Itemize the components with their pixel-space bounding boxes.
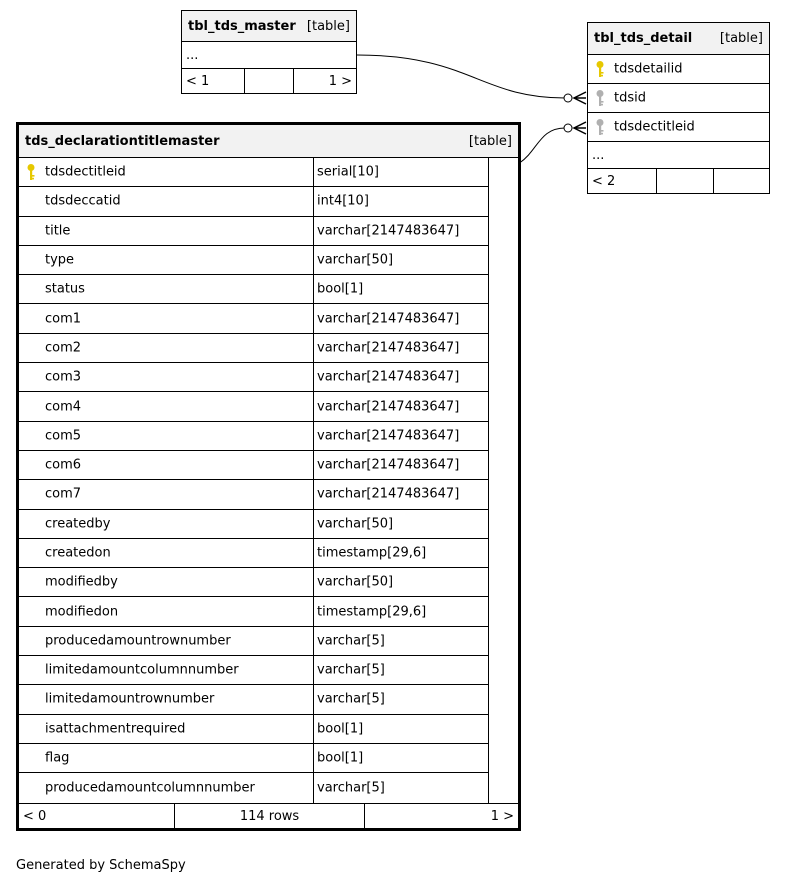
column-type: bool[1]	[317, 750, 364, 766]
column-name: tdsid	[614, 90, 646, 106]
column-row[interactable]	[19, 773, 488, 802]
column-separator	[313, 246, 314, 274]
column-row[interactable]	[19, 568, 488, 597]
table-header	[19, 125, 518, 158]
column-name: type	[45, 252, 75, 268]
column-name: createdby	[45, 516, 111, 532]
more-columns-ellipsis: ...	[588, 142, 769, 169]
parents-count[interactable]: < 1	[182, 69, 245, 93]
column-row[interactable]	[19, 597, 488, 626]
column-row[interactable]	[19, 685, 488, 714]
column-row[interactable]	[19, 246, 488, 275]
column-row[interactable]	[19, 158, 488, 187]
column-type: varchar[2147483647]	[317, 223, 460, 239]
table-footer	[588, 169, 769, 193]
column-row[interactable]	[19, 715, 488, 744]
column-row[interactable]	[19, 217, 488, 246]
column-row[interactable]	[19, 510, 488, 539]
column-type: varchar[2147483647]	[317, 311, 460, 327]
column-separator	[313, 334, 314, 362]
edge-crowfoot-marker	[574, 92, 586, 104]
column-name: tdsdetailid	[614, 61, 683, 77]
foreign-key-icon	[594, 89, 606, 107]
column-name: flag	[45, 750, 70, 766]
column-row[interactable]	[19, 275, 488, 304]
primary-key-icon	[25, 163, 37, 181]
children-count[interactable]: 1 >	[328, 73, 352, 89]
column-type: int4[10]	[317, 193, 369, 209]
column-name: tdsdeccatid	[45, 193, 121, 209]
column-name: modifiedon	[45, 604, 119, 620]
column-type: varchar[5]	[317, 662, 385, 678]
column-row[interactable]	[19, 627, 488, 656]
column-type: varchar[2147483647]	[317, 428, 460, 444]
column-name: title	[45, 223, 71, 239]
column-name: modifiedby	[45, 574, 118, 590]
column-row[interactable]	[19, 451, 488, 480]
column-type: serial[10]	[317, 164, 379, 180]
column-row[interactable]	[19, 539, 488, 568]
column-row[interactable]	[19, 480, 488, 509]
column-separator	[313, 363, 314, 391]
foreign-key-icon	[594, 118, 606, 136]
column-type: timestamp[29,6]	[317, 604, 427, 620]
row-count: 114 rows	[175, 804, 365, 829]
column-type: bool[1]	[317, 721, 364, 737]
column-type: varchar[5]	[317, 633, 385, 649]
column-row[interactable]	[19, 304, 488, 333]
column-name: com3	[45, 369, 82, 385]
column-separator	[313, 715, 314, 743]
table-kind: [table]	[468, 133, 512, 149]
column-type: varchar[2147483647]	[317, 340, 460, 356]
row-count-cell	[657, 169, 714, 193]
column-separator	[313, 510, 314, 538]
column-type: varchar[2147483647]	[317, 457, 460, 473]
column-name: tdsdectitleid	[614, 119, 695, 135]
column-row[interactable]	[588, 55, 769, 84]
table-kind: [table]	[306, 18, 350, 34]
column-type: varchar[50]	[317, 516, 394, 532]
column-row[interactable]	[19, 187, 488, 216]
parents-count[interactable]: < 0	[19, 804, 175, 829]
table-tbl-tds-detail[interactable]	[587, 22, 770, 194]
column-name: com7	[45, 486, 82, 502]
column-row[interactable]	[588, 113, 769, 142]
column-separator	[313, 451, 314, 479]
column-name: producedamountrownumber	[45, 633, 231, 649]
edge-optional-marker	[564, 94, 572, 102]
table-footer	[19, 803, 518, 829]
primary-key-icon	[594, 60, 606, 78]
column-row[interactable]	[19, 422, 488, 451]
column-name: limitedamountcolumnnumber	[45, 662, 239, 678]
children-count[interactable]: 1 >	[490, 808, 514, 824]
column-separator	[313, 217, 314, 245]
column-type: varchar[50]	[317, 574, 394, 590]
table-name: tds_declarationtitlemaster	[25, 133, 220, 149]
column-separator	[313, 275, 314, 303]
column-separator	[313, 685, 314, 713]
column-name: com4	[45, 399, 82, 415]
column-name: com6	[45, 457, 82, 473]
column-separator	[313, 773, 314, 802]
column-separator	[313, 304, 314, 332]
table-header	[588, 23, 769, 55]
column-type: varchar[5]	[317, 691, 385, 707]
column-type: bool[1]	[317, 281, 364, 297]
column-row[interactable]	[19, 363, 488, 392]
table-kind: [table]	[719, 31, 763, 46]
column-separator	[313, 597, 314, 625]
column-row[interactable]	[19, 392, 488, 421]
column-separator	[313, 158, 314, 186]
column-row[interactable]	[19, 334, 488, 363]
column-separator	[313, 187, 314, 215]
column-type: varchar[5]	[317, 780, 385, 796]
edge-master-to-detail	[357, 55, 565, 98]
edge-optional-marker	[564, 124, 572, 132]
column-name: producedamountcolumnnumber	[45, 780, 255, 796]
column-type: timestamp[29,6]	[317, 545, 427, 561]
table-name: tbl_tds_detail	[594, 31, 693, 46]
column-name: createdon	[45, 545, 111, 561]
table-tds-declarationtitlemaster[interactable]	[16, 122, 521, 831]
column-type: varchar[2147483647]	[317, 486, 460, 502]
column-separator	[313, 539, 314, 567]
column-separator	[313, 627, 314, 655]
column-separator	[313, 480, 314, 508]
column-row[interactable]	[588, 84, 769, 113]
column-separator	[313, 392, 314, 420]
column-name: status	[45, 281, 85, 297]
children-count[interactable]	[714, 169, 769, 193]
generated-by-footer: Generated by SchemaSpy	[16, 858, 186, 873]
column-separator	[313, 568, 314, 596]
column-separator	[313, 656, 314, 684]
column-name: isattachmentrequired	[45, 721, 186, 737]
column-type: varchar[50]	[317, 252, 394, 268]
column-type: varchar[2147483647]	[317, 399, 460, 415]
column-name: com1	[45, 311, 82, 327]
table-name: tbl_tds_master	[188, 18, 296, 34]
row-count-cell	[245, 69, 294, 93]
parents-count[interactable]: < 2	[588, 169, 657, 193]
column-type: varchar[2147483647]	[317, 369, 460, 385]
column-name: tdsdectitleid	[45, 164, 126, 180]
column-separator	[313, 744, 314, 772]
column-row[interactable]	[19, 744, 488, 773]
table-footer	[182, 69, 356, 93]
more-columns-ellipsis: ...	[182, 42, 356, 69]
edge-crowfoot-marker	[574, 122, 586, 134]
table-tbl-tds-master[interactable]	[181, 10, 357, 94]
column-list	[19, 158, 489, 803]
column-separator	[313, 422, 314, 450]
column-name: com2	[45, 340, 82, 356]
table-header	[182, 11, 356, 42]
column-row[interactable]	[19, 656, 488, 685]
column-name: com5	[45, 428, 82, 444]
column-name: limitedamountrownumber	[45, 691, 215, 707]
